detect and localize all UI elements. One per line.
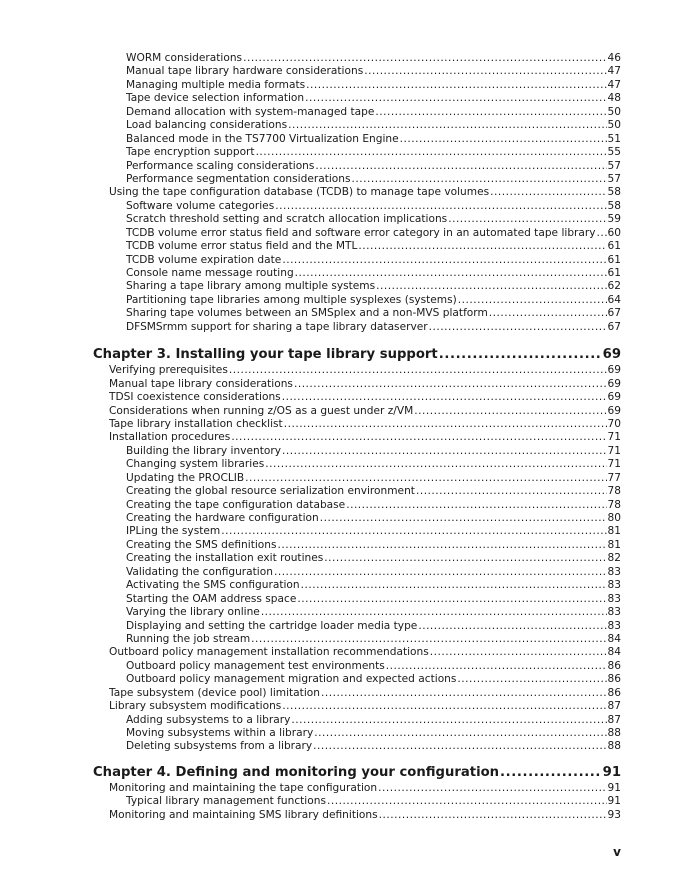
toc-entry-title: Varying the library online [126, 606, 260, 619]
toc-entry-page-number: 64 [607, 293, 621, 306]
toc-entry-title: Creating the SMS definitions [126, 538, 277, 551]
toc-entry-page-number: 88 [607, 740, 621, 753]
chapter-3-heading[interactable] [93, 347, 621, 363]
toc-entry-page-number: 86 [607, 673, 621, 686]
toc-entry[interactable] [126, 321, 621, 334]
toc-entry-title: Creating the global resource serialization environment [126, 485, 415, 498]
toc-entry-page-number: 67 [607, 307, 621, 320]
toc-entry[interactable] [126, 213, 621, 226]
table-of-contents [0, 52, 680, 822]
dot-leader [278, 539, 607, 552]
toc-entry[interactable] [126, 254, 621, 267]
dot-leader [315, 160, 606, 173]
dot-leader [274, 566, 607, 579]
toc-entry-title: Manual tape library hardware considerations [126, 65, 364, 78]
dot-leader [439, 347, 602, 363]
toc-entry-page-number: 78 [607, 498, 621, 511]
dot-leader [294, 378, 607, 391]
toc-entry-title: Managing multiple media formats [126, 78, 306, 91]
dot-leader [430, 646, 607, 659]
toc-entry[interactable] [126, 472, 621, 485]
toc-entry[interactable] [126, 267, 621, 280]
toc-entry-page-number: 71 [607, 431, 621, 444]
dot-leader [261, 606, 607, 619]
spacer [0, 334, 680, 347]
toc-entry[interactable] [126, 200, 621, 213]
toc-entry[interactable] [109, 391, 621, 404]
toc-entry-page-number: 80 [607, 512, 621, 524]
toc-entry-title: Changing system libraries [126, 458, 265, 471]
dot-leader [418, 620, 606, 633]
toc-entry-title: Considerations when running z/OS as a guest under z/VM [109, 404, 414, 417]
toc-entry[interactable] [126, 240, 621, 253]
toc-entry-title: Monitoring and maintaining the tape configuration [109, 781, 378, 794]
toc-entry-title: IPLing the system [126, 525, 221, 538]
toc-section-chapter2-tail [0, 52, 680, 334]
toc-entry-page-number: 86 [607, 659, 621, 672]
toc-entry-page-number: 81 [607, 538, 621, 551]
toc-entry-page-number: 81 [607, 525, 621, 538]
toc-entry-page-number: 59 [607, 213, 621, 226]
chapter-title: Chapter 3. Installing your tape library support [93, 347, 438, 363]
toc-entry-page-number: 47 [607, 78, 621, 91]
toc-entry[interactable] [126, 606, 621, 619]
toc-entry-page-number: 50 [607, 119, 621, 132]
toc-entry[interactable] [109, 431, 621, 444]
toc-entry[interactable] [109, 700, 621, 713]
toc-section-chapter3 [0, 364, 680, 754]
dot-leader [457, 673, 606, 686]
dot-leader [282, 445, 607, 458]
toc-entry-title: Balanced mode in the TS7700 Virtualization Engine [126, 132, 399, 145]
toc-entry[interactable] [109, 782, 621, 795]
toc-entry-page-number: 69 [607, 377, 621, 390]
dot-leader [297, 593, 606, 606]
toc-entry-title: TCDB volume error status field and software error category in an automated tape library [126, 226, 596, 239]
dot-leader [400, 133, 607, 146]
dot-leader [295, 267, 607, 280]
dot-leader [376, 280, 606, 293]
toc-entry-page-number: 69 [607, 404, 621, 417]
toc-entry-page-number: 91 [607, 795, 621, 808]
toc-entry-title: Displaying and setting the cartridge loader media type [126, 619, 418, 632]
toc-entry-page-number: 61 [607, 253, 621, 266]
toc-entry[interactable] [109, 687, 621, 700]
toc-entry[interactable] [126, 133, 621, 146]
dot-leader [490, 186, 606, 199]
toc-entry-title: WORM considerations [126, 52, 243, 64]
toc-entry-title: Software volume categories [126, 199, 275, 212]
toc-entry[interactable] [126, 307, 621, 320]
toc-entry[interactable] [126, 539, 621, 552]
toc-entry-title: Activating the SMS configuration [126, 579, 300, 592]
toc-entry[interactable] [126, 65, 621, 78]
toc-entry-title: Performance segmentation considerations [126, 172, 351, 185]
toc-entry[interactable] [126, 633, 621, 646]
toc-entry-title: Load balancing considerations [126, 119, 288, 132]
dot-leader [386, 660, 607, 673]
toc-entry-title: Manual tape library considerations [109, 377, 293, 390]
toc-entry-title: Adding subsystems to a library [126, 713, 291, 726]
toc-entry-page-number: 46 [607, 52, 621, 64]
toc-entry-page-number: 67 [607, 320, 621, 333]
toc-entry[interactable] [126, 660, 621, 673]
toc-entry-page-number: 83 [607, 579, 621, 592]
toc-entry-page-number: 70 [607, 417, 621, 430]
toc-entry[interactable] [126, 795, 621, 808]
chapter-page-number: 69 [602, 347, 621, 363]
toc-entry[interactable] [126, 52, 621, 65]
dot-leader [379, 809, 607, 822]
dot-leader [314, 727, 606, 740]
toc-entry-title: Updating the PROCLIB [126, 471, 245, 484]
toc-entry[interactable] [126, 525, 621, 538]
dot-leader [458, 294, 607, 307]
toc-entry[interactable] [126, 119, 621, 132]
toc-entry-page-number: 87 [607, 713, 621, 726]
toc-entry-title: Starting the OAM address space [126, 592, 297, 605]
toc-entry[interactable] [126, 173, 621, 186]
dot-leader [282, 700, 606, 713]
dot-leader [221, 525, 606, 538]
toc-entry[interactable] [109, 418, 621, 431]
toc-entry-page-number: 55 [607, 146, 621, 159]
toc-entry[interactable] [109, 405, 621, 418]
toc-entry-page-number: 61 [607, 267, 621, 279]
toc-entry-title: Tape device selection information [126, 92, 305, 105]
toc-entry[interactable] [126, 79, 621, 92]
toc-entry-title: Monitoring and maintaining SMS library definitions [109, 808, 378, 821]
toc-entry[interactable] [126, 499, 621, 512]
toc-entry-title: Tape library installation checklist [109, 417, 283, 430]
toc-entry-page-number: 83 [607, 606, 621, 619]
toc-entry-title: Sharing a tape library among multiple systems [126, 280, 376, 293]
dot-leader [346, 499, 606, 512]
dot-leader [320, 512, 607, 525]
toc-entry-page-number: 77 [607, 471, 621, 484]
dot-leader [358, 240, 606, 253]
dot-leader [231, 431, 606, 444]
toc-entry-page-number: 71 [607, 458, 621, 471]
toc-entry-title: Console name message routing [126, 267, 294, 279]
toc-entry[interactable] [109, 646, 621, 659]
toc-entry-page-number: 50 [607, 105, 621, 118]
toc-entry-title: Tape subsystem (device pool) limitation [109, 686, 320, 699]
toc-entry[interactable] [126, 458, 621, 471]
toc-entry-title: Sharing tape volumes between an SMSplex and a non-MVS platform [126, 307, 488, 320]
toc-entry-page-number: 88 [607, 727, 621, 739]
toc-entry[interactable] [126, 673, 621, 686]
toc-entry[interactable] [126, 146, 621, 159]
toc-entry-title: Outboard policy management installation recommendations [109, 646, 429, 659]
page-number-footer: v [613, 845, 621, 859]
dot-leader [301, 579, 607, 592]
dot-leader [265, 458, 606, 471]
toc-entry-title: TCDB volume error status field and the MTL [126, 240, 358, 253]
toc-entry[interactable] [126, 620, 621, 633]
dot-leader [256, 146, 607, 159]
toc-entry-title: Running the job stream [126, 632, 251, 645]
toc-entry-title: Validating the configuration [126, 565, 273, 578]
toc-entry[interactable] [126, 740, 621, 753]
toc-entry[interactable] [126, 512, 621, 525]
toc-entry-page-number: 78 [607, 485, 621, 498]
toc-entry-title: Outboard policy management migration and expected actions [126, 673, 457, 686]
toc-entry[interactable] [126, 727, 621, 740]
spacer [0, 754, 680, 765]
toc-entry[interactable] [109, 809, 621, 822]
toc-entry-title: Creating the tape configuration database [126, 498, 346, 511]
toc-entry-page-number: 48 [607, 92, 621, 105]
dot-leader [284, 418, 607, 431]
dot-leader [282, 254, 606, 267]
dot-leader [243, 52, 606, 65]
dot-leader [429, 321, 607, 334]
dot-leader [375, 106, 606, 119]
toc-entry[interactable] [126, 714, 621, 727]
toc-entry[interactable] [126, 445, 621, 458]
dot-leader [288, 119, 606, 132]
dot-leader [416, 485, 607, 498]
toc-entry-title: DFSMSrmm support for sharing a tape library dataserver [126, 320, 428, 333]
toc-entry-page-number: 57 [607, 159, 621, 172]
toc-entry-title: Demand allocation with system-managed tape [126, 105, 375, 118]
chapter-title: Chapter 4. Defining and monitoring your configuration [93, 764, 500, 780]
toc-entry[interactable] [126, 294, 621, 307]
toc-entry-title: Using the tape configuration database (TCDB) to manage tape volumes [109, 186, 490, 199]
toc-entry-page-number: 93 [607, 808, 621, 821]
toc-entry-title: Library subsystem modifications [109, 700, 282, 713]
dot-leader [489, 307, 607, 320]
dot-leader [305, 92, 606, 105]
toc-entry-page-number: 87 [607, 700, 621, 713]
toc-entry[interactable] [109, 364, 621, 377]
toc-entry-title: Creating the installation exit routines [126, 552, 324, 565]
toc-entry-page-number: 57 [607, 172, 621, 185]
dot-leader [313, 740, 606, 753]
toc-entry-title: Typical library management functions [126, 795, 326, 808]
toc-entry-title: Outboard policy management test environments [126, 659, 385, 672]
toc-entry-page-number: 60 [607, 226, 621, 239]
toc-entry-page-number: 83 [607, 565, 621, 578]
dot-leader [324, 552, 606, 565]
toc-entry-page-number: 91 [607, 781, 621, 794]
toc-entry-page-number: 71 [607, 444, 621, 457]
dot-leader [291, 714, 606, 727]
toc-entry-title: Scratch threshold setting and scratch allocation implications [126, 213, 448, 226]
toc-entry-page-number: 62 [607, 280, 621, 293]
chapter-4-heading[interactable] [93, 765, 621, 781]
dot-leader [364, 65, 606, 78]
dot-leader [275, 200, 606, 213]
dot-leader [327, 795, 607, 808]
toc-section-chapter4 [0, 782, 680, 822]
dot-leader [378, 782, 606, 795]
toc-entry[interactable] [126, 566, 621, 579]
toc-entry-page-number: 84 [607, 632, 621, 645]
toc-entry-page-number: 83 [607, 592, 621, 605]
toc-entry-title: Building the library inventory [126, 444, 281, 457]
toc-entry-page-number: 58 [607, 186, 621, 199]
toc-entry-title: Creating the hardware configuration [126, 512, 319, 524]
toc-entry-title: Installation procedures [109, 431, 231, 444]
toc-entry-title: Verifying prerequisites [109, 364, 228, 377]
dot-leader [500, 765, 602, 781]
dot-leader [245, 472, 606, 485]
toc-entry[interactable] [126, 593, 621, 606]
toc-entry-page-number: 58 [607, 199, 621, 212]
chapter-page-number: 91 [602, 764, 621, 780]
toc-entry-title: Partitioning tape libraries among multiple sysplexes (systems) [126, 293, 457, 306]
toc-entry[interactable] [126, 106, 621, 119]
toc-entry[interactable] [126, 92, 621, 105]
toc-entry-page-number: 69 [607, 391, 621, 404]
dot-leader [251, 633, 606, 646]
dot-leader [282, 391, 607, 404]
toc-entry-title: Performance scaling considerations [126, 159, 315, 172]
dot-leader [321, 687, 607, 700]
dot-leader [414, 405, 606, 418]
toc-entry-page-number: 83 [607, 619, 621, 632]
toc-entry[interactable] [126, 160, 621, 173]
toc-entry-page-number: 82 [607, 552, 621, 565]
dot-leader [352, 173, 607, 186]
toc-entry-page-number: 47 [607, 65, 621, 78]
dot-leader [597, 227, 607, 240]
dot-leader [306, 79, 606, 92]
toc-entry-page-number: 86 [607, 686, 621, 699]
toc-entry-page-number: 84 [607, 646, 621, 659]
toc-entry[interactable] [126, 280, 621, 293]
dot-leader [229, 364, 607, 377]
toc-entry-title: Moving subsystems within a library [126, 727, 314, 739]
dot-leader [448, 213, 606, 226]
toc-entry-page-number: 51 [607, 132, 621, 145]
toc-entry-page-number: 69 [607, 364, 621, 377]
toc-entry[interactable] [126, 227, 621, 240]
toc-entry-title: Deleting subsystems from a library [126, 740, 313, 753]
toc-entry-title: Tape encryption support [126, 146, 255, 159]
toc-entry[interactable] [109, 378, 621, 391]
toc-entry-title: TCDB volume expiration date [126, 253, 282, 266]
toc-entry-page-number: 61 [607, 240, 621, 253]
toc-entry[interactable] [126, 485, 621, 498]
toc-entry-title: TDSI coexistence considerations [109, 391, 281, 404]
toc-entry[interactable] [126, 579, 621, 592]
toc-entry[interactable] [126, 552, 621, 565]
toc-entry[interactable] [109, 186, 621, 199]
